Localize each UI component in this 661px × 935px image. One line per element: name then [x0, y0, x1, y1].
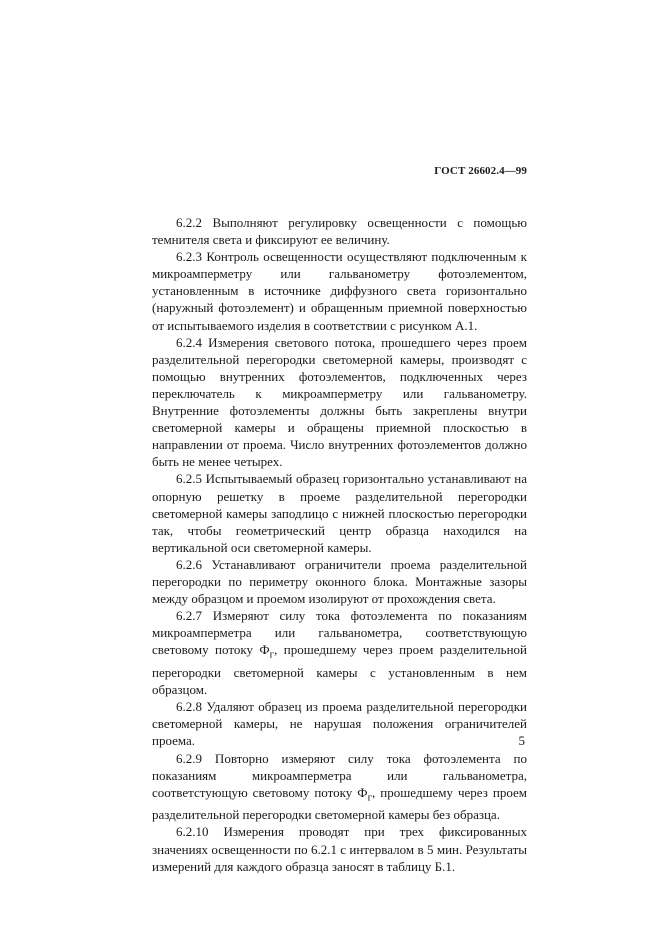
document-header: ГОСТ 26602.4—99 — [434, 165, 527, 177]
page-number: 5 — [518, 733, 525, 748]
document-body — [152, 214, 527, 875]
paragraph-6-2-5: 6.2.5 Испытываемый образец горизонтально устанавливают на опорную решетку в проеме разделительной перегородки светомерной камеры заподлицо с нижней плоскостью перегородки так, чтобы геометрический центр образца находился на вертикальной оси светомерной камеры. — [152, 471, 527, 555]
paragraph-6-2-9 — [152, 750, 527, 824]
paragraph-6-2-4: 6.2.4 Измерения светового потока, прошедшего через проем разделительной перегородки светомерной камеры, производят с помощью внутренних фотоэлементов, подключенных через переключатель к микроамперметру или гальванометру. Внутренние фотоэлементы должны быть закреплены внутри светомерной камеры и обращены приемной плоскостью в направлении от проема. Число внутренних фотоэлементов должно быть не менее четырех. — [152, 334, 527, 470]
paragraph-6-2-10: 6.2.10 Измерения проводят при трех фиксированных значениях освещенности по 6.2.1 с интервалом в 5 мин. Результаты измерений для каждого образца заносят в таблицу Б.1. — [152, 824, 527, 874]
paragraph-6-2-3: 6.2.3 Контроль освещенности осуществляют подключенным к микроамперметру или гальванометру фотоэлементом, установленным в источнике диффузного света горизонтально (наружный фотоэлемент) и обращенным приемной поверхностью от испытываемого изделия в соответствии с рисунком А.1. — [152, 249, 527, 333]
paragraph-text: 6.2.7 Измеряют силу тока фотоэлемента по показаниям микроамперметра или гальванометра, соответствующую световому потоку Ф — [152, 608, 527, 658]
paragraph-6-2-6: 6.2.6 Устанавливают ограничители проема разделительной перегородки по периметру оконного блока. Монтажные зазоры между образцом и проемом изолируют от прохождения света. — [152, 556, 527, 607]
paragraph-text: , прошедшему через проем разделительной перегородки светомерной камеры с установленным в нем образцом. — [152, 642, 527, 698]
subscript: г — [367, 791, 373, 804]
paragraph-6-2-8: 6.2.8 Удаляют образец из проема разделительной перегородки светомерной камеры, не нарушая положения ограничителей проема. — [152, 699, 527, 749]
paragraph-text: 6.2.9 Повторно измеряют силу тока фотоэлемента по показаниям микроамперметра или гальванометра, соответстующую световому потоку Ф — [152, 750, 527, 800]
paragraph-6-2-2: 6.2.2 Выполняют регулировку освещенности с помощью темнителя света и фиксируют ее величину. — [152, 215, 527, 248]
paragraph-6-2-7 — [152, 607, 527, 698]
subscript: г — [269, 648, 275, 661]
paragraph-text: , прошедшему через проем разделительной перегородки светомерной камеры без образца. — [152, 784, 527, 823]
